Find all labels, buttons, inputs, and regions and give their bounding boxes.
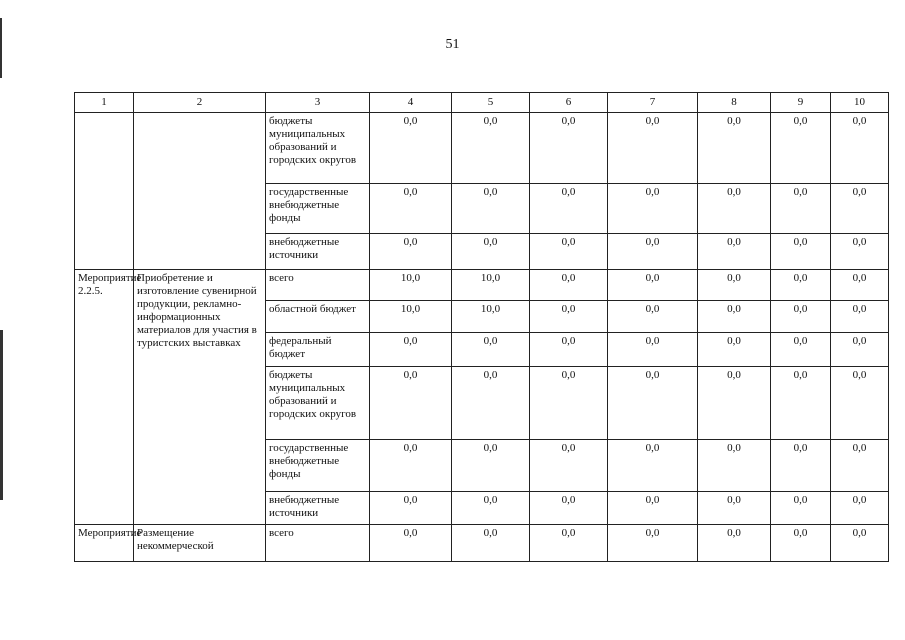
value-cell: 0,0 [698,525,771,562]
source-cell: внебюджетные источники [266,492,370,525]
value-cell: 0,0 [831,301,889,333]
value-cell: 0,0 [831,234,889,270]
value-cell: 0,0 [698,234,771,270]
value-cell: 0,0 [530,367,608,440]
value-cell: 10,0 [452,270,530,301]
value-cell: 0,0 [608,184,698,234]
value-cell: 0,0 [452,492,530,525]
value-cell: 0,0 [452,113,530,184]
value-cell: 0,0 [530,113,608,184]
value-cell: 0,0 [698,492,771,525]
value-cell: 0,0 [370,440,452,492]
value-cell: 0,0 [831,367,889,440]
value-cell: 0,0 [831,113,889,184]
value-cell: 0,0 [831,270,889,301]
header-cell: 8 [698,93,771,113]
value-cell: 10,0 [452,301,530,333]
value-cell: 0,0 [698,367,771,440]
value-cell: 0,0 [608,234,698,270]
table-row [75,113,889,184]
source-cell: федеральный бюджет [266,333,370,367]
value-cell: 0,0 [530,440,608,492]
source-cell: всего [266,525,370,562]
value-cell: 0,0 [831,492,889,525]
value-cell: 0,0 [771,367,831,440]
value-cell: 0,0 [608,440,698,492]
value-cell: 0,0 [698,333,771,367]
value-cell: 0,0 [530,301,608,333]
value-cell: 0,0 [698,301,771,333]
value-cell: 0,0 [530,525,608,562]
value-cell: 0,0 [831,525,889,562]
header-cell: 2 [134,93,266,113]
value-cell: 0,0 [530,492,608,525]
value-cell: 0,0 [608,525,698,562]
source-cell: внебюджетные источники [266,234,370,270]
header-cell: 9 [771,93,831,113]
value-cell: 0,0 [530,234,608,270]
value-cell: 0,0 [771,492,831,525]
header-cell: 5 [452,93,530,113]
source-cell: областной бюджет [266,301,370,333]
value-cell: 10,0 [370,270,452,301]
value-cell: 0,0 [370,184,452,234]
measure-cell: Мероприятие [75,525,134,562]
description-cell: Размещение некоммерческой [134,525,266,562]
value-cell: 0,0 [452,184,530,234]
value-cell: 0,0 [771,113,831,184]
page-number: 51 [445,37,460,52]
source-cell: всего [266,270,370,301]
value-cell: 0,0 [370,333,452,367]
header-cell: 7 [608,93,698,113]
measure-cell: Мероприятие 2.2.5. [75,270,134,525]
value-cell: 0,0 [698,113,771,184]
value-cell: 0,0 [771,333,831,367]
value-cell: 0,0 [771,270,831,301]
header-cell: 6 [530,93,608,113]
table-row [75,270,889,301]
source-cell: бюджеты муниципальных образований и городских округов [266,113,370,184]
value-cell: 0,0 [530,333,608,367]
value-cell: 0,0 [771,525,831,562]
value-cell: 0,0 [608,492,698,525]
source-cell: бюджеты муниципальных образований и городских округов [266,367,370,440]
table-row [75,525,889,562]
value-cell: 0,0 [608,333,698,367]
value-cell: 0,0 [370,525,452,562]
value-cell: 0,0 [452,234,530,270]
value-cell: 0,0 [771,234,831,270]
value-cell: 10,0 [370,301,452,333]
value-cell: 0,0 [831,333,889,367]
header-cell: 3 [266,93,370,113]
header-cell: 1 [75,93,134,113]
source-cell: государственные внебюджетные фонды [266,440,370,492]
value-cell: 0,0 [771,184,831,234]
value-cell: 0,0 [698,440,771,492]
value-cell: 0,0 [831,440,889,492]
value-cell: 0,0 [608,367,698,440]
value-cell: 0,0 [452,525,530,562]
value-cell: 0,0 [530,270,608,301]
value-cell: 0,0 [698,270,771,301]
value-cell: 0,0 [452,333,530,367]
scan-edge-mark [0,0,3,640]
measure-cell [75,113,134,270]
value-cell: 0,0 [452,440,530,492]
value-cell: 0,0 [698,184,771,234]
value-cell: 0,0 [370,492,452,525]
source-cell: государственные внебюджетные фонды [266,184,370,234]
value-cell: 0,0 [530,184,608,234]
budget-table [74,92,889,562]
header-row [75,93,889,113]
description-cell [134,113,266,270]
value-cell: 0,0 [608,113,698,184]
value-cell: 0,0 [831,184,889,234]
value-cell: 0,0 [771,440,831,492]
value-cell: 0,0 [771,301,831,333]
value-cell: 0,0 [608,270,698,301]
header-cell: 4 [370,93,452,113]
value-cell: 0,0 [452,367,530,440]
value-cell: 0,0 [370,113,452,184]
description-cell: Приобретение и изготовление сувенирной продукции, рекламно-информационных материалов для участия в туристских выставках [134,270,266,525]
value-cell: 0,0 [370,367,452,440]
value-cell: 0,0 [370,234,452,270]
header-cell: 10 [831,93,889,113]
value-cell: 0,0 [608,301,698,333]
